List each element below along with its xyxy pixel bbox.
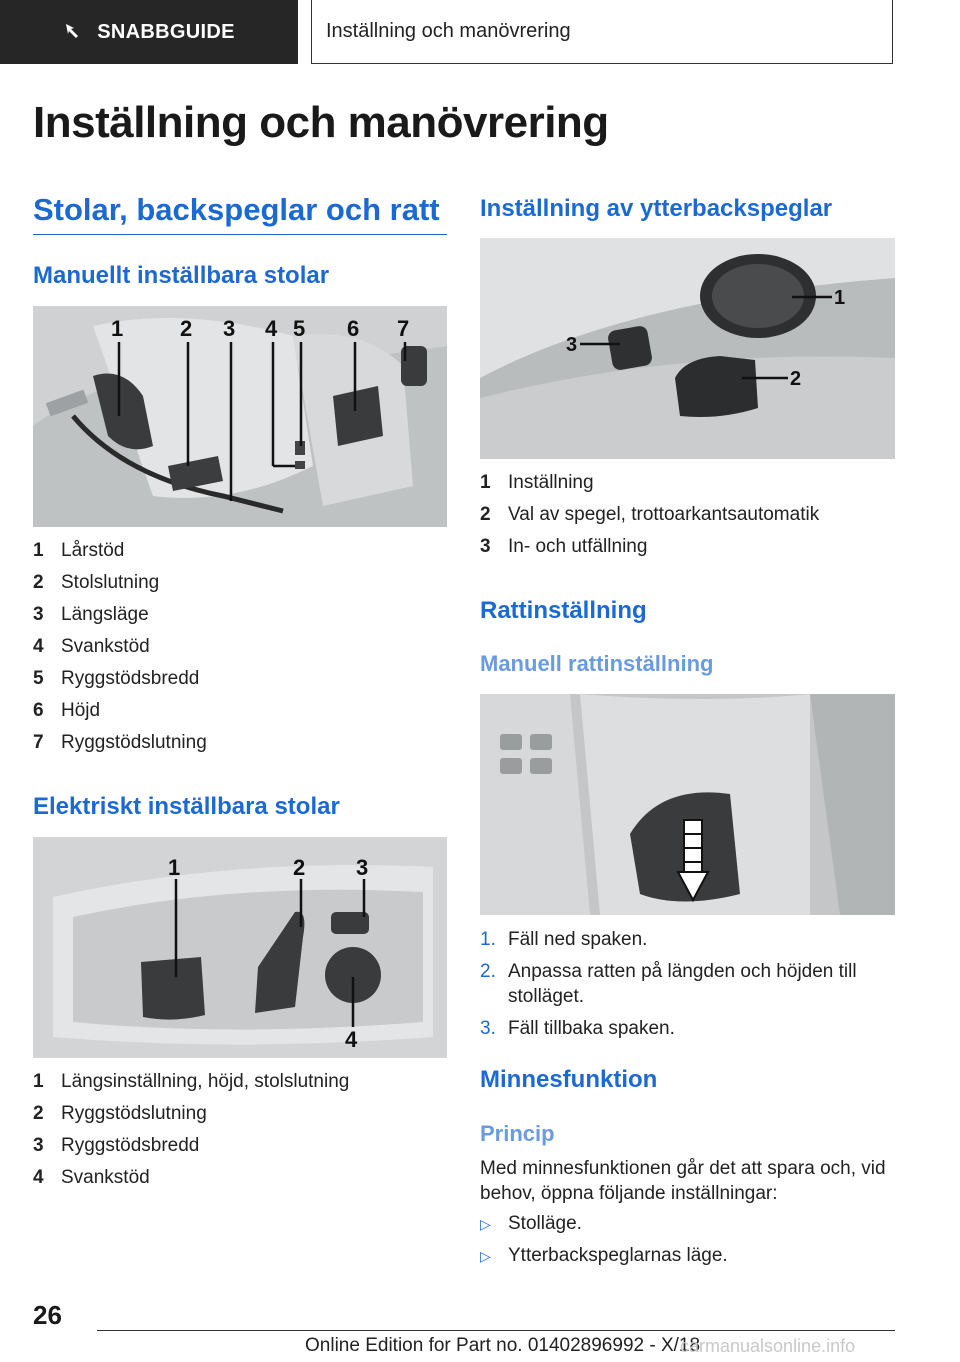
heading-steering: Rattinställning bbox=[480, 597, 647, 624]
manual-fig-callout-3: 3 bbox=[223, 316, 236, 341]
list-item: ▷ Ytterbackspeglarnas läge. bbox=[480, 1240, 728, 1272]
list-item: 1 Inställning bbox=[480, 472, 594, 493]
breadcrumb-label: Inställning och manövrering bbox=[326, 20, 571, 42]
list-item: 3. Fäll tillbaka spaken. bbox=[480, 1018, 675, 1039]
list-item: 4 Svankstöd bbox=[33, 636, 150, 657]
memory-bullets bbox=[480, 1208, 728, 1272]
list-item: 6 Höjd bbox=[33, 700, 101, 721]
page-title: Inställning och manövrering bbox=[33, 98, 609, 147]
electric-seat-figure bbox=[33, 837, 447, 1058]
list-item: 2 Stolslutning bbox=[33, 572, 160, 593]
electric-seat-legend bbox=[33, 1066, 349, 1194]
list-item: 3 In- och utfällning bbox=[480, 536, 648, 557]
manual-fig-callout-5: 5 bbox=[293, 316, 306, 341]
memory-description: Med minnesfunktionen går det att spara och, vid behov, öppna följande inställningar: bbox=[480, 1158, 886, 1204]
list-item: ▷ Stolläge. bbox=[480, 1208, 728, 1240]
manual-seat-legend bbox=[33, 535, 207, 759]
manual-fig-callout-4: 4 bbox=[265, 316, 278, 341]
edition-text: Online Edition for Part no. 01402896992 - X/18 bbox=[305, 1335, 701, 1356]
list-item: 1 Lårstöd bbox=[33, 540, 125, 561]
mirror-fig-callout-2: 2 bbox=[790, 368, 802, 390]
list-item: 7 Ryggstödslutning bbox=[33, 732, 207, 753]
manual-seat-figure bbox=[33, 306, 447, 527]
page-number: 26 bbox=[33, 1300, 62, 1330]
mirror-legend bbox=[480, 467, 819, 563]
subheading-principle: Princip bbox=[480, 1121, 555, 1146]
manual-fig-callout-6: 6 bbox=[347, 316, 360, 341]
quick-guide-label: SNABBGUIDE bbox=[97, 20, 235, 43]
quick-guide-tab[interactable] bbox=[0, 0, 298, 64]
electric-fig-callout-1: 1 bbox=[168, 855, 181, 880]
electric-fig-callout-2: 2 bbox=[293, 855, 306, 880]
list-item: 2 Val av spegel, trottoarkantsautomatik bbox=[480, 504, 820, 525]
electric-fig-callout-3: 3 bbox=[356, 855, 369, 880]
list-item: 1. Fäll ned spaken. bbox=[480, 929, 648, 950]
triangle-bullet-icon: ▷ bbox=[480, 1216, 491, 1232]
footer-divider bbox=[97, 1330, 895, 1331]
breadcrumb bbox=[311, 0, 893, 64]
steering-lever-figure bbox=[480, 694, 895, 915]
mirror-fig-callout-3: 3 bbox=[566, 334, 578, 356]
list-item: 3 Längsläge bbox=[33, 604, 149, 625]
list-item: 1 Längsinställning, höjd, stolslutning bbox=[33, 1071, 350, 1092]
watermark: carmanualsonline.info bbox=[680, 1336, 856, 1356]
mirror-fig-callout-1: 1 bbox=[834, 287, 846, 309]
heading-mirrors: Inställning av ytterbackspeglar bbox=[480, 195, 833, 222]
heading-memory: Minnesfunktion bbox=[480, 1066, 658, 1093]
manual-fig-callout-2: 2 bbox=[180, 316, 193, 341]
list-item: 5 Ryggstödsbredd bbox=[33, 668, 200, 689]
heading-electric-seats: Elektriskt inställbara stolar bbox=[33, 793, 340, 820]
list-item: 2. Anpassa ratten på längden och höjden till stolläget. bbox=[480, 961, 857, 1007]
steering-steps bbox=[480, 927, 895, 1048]
car-arrow-icon bbox=[63, 21, 85, 43]
heading-manual-seats: Manuellt inställbara stolar bbox=[33, 262, 330, 289]
electric-fig-callout-4: 4 bbox=[345, 1027, 358, 1052]
section-title-seats: Stolar, backspeglar och ratt bbox=[33, 192, 447, 235]
mirror-control-figure bbox=[480, 238, 895, 459]
triangle-bullet-icon: ▷ bbox=[480, 1248, 491, 1264]
footer-edition bbox=[305, 1335, 700, 1357]
subheading-manual-steering: Manuell rattinställning bbox=[480, 651, 714, 676]
list-item: 4 Svankstöd bbox=[33, 1167, 150, 1188]
list-item: 2 Ryggstödslutning bbox=[33, 1103, 207, 1124]
manual-fig-callout-7: 7 bbox=[397, 316, 410, 341]
list-item: 3 Ryggstödsbredd bbox=[33, 1135, 200, 1156]
manual-fig-callout-1: 1 bbox=[111, 316, 124, 341]
